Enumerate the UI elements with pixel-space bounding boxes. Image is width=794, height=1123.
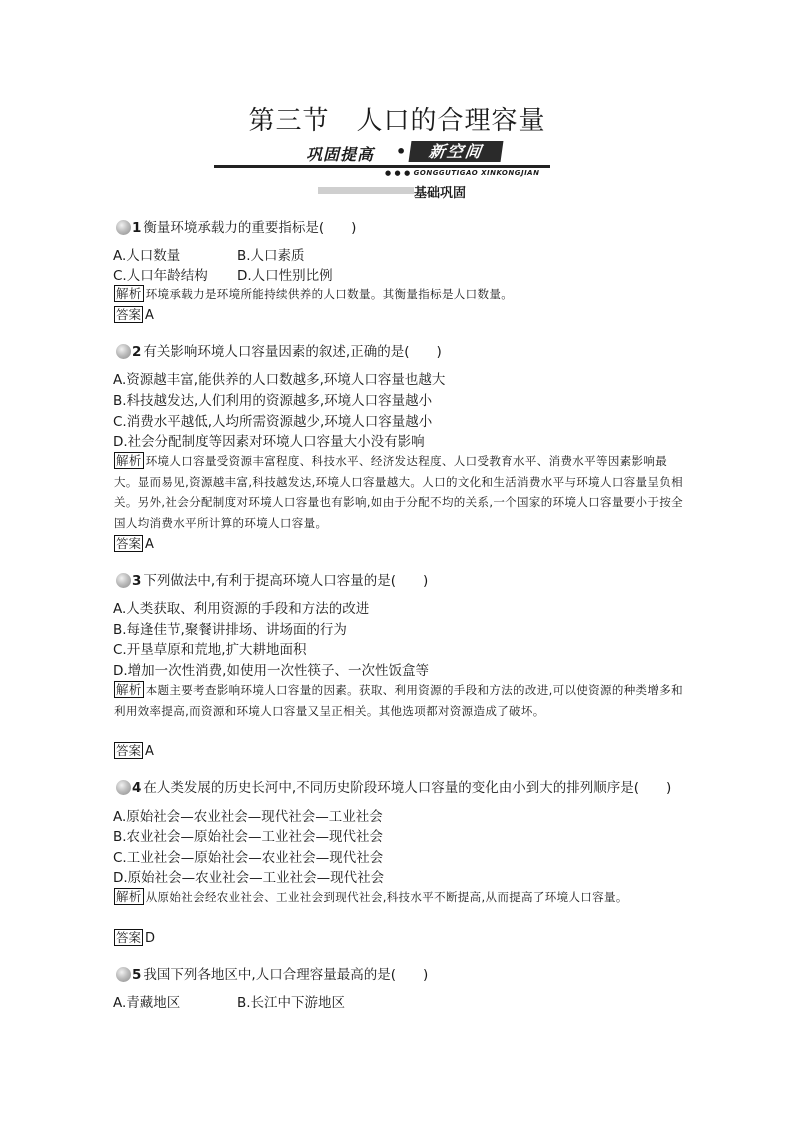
explanation [114,887,684,908]
answer-tag: 答案 [116,743,142,758]
explanation-text: 环境承载力是环境所能持续供养的人口数量。其衡量指标是人口数量。 [145,287,514,301]
explanation [114,451,684,533]
option: D.原始社会—农业社会—工业社会—现代社会 [113,870,385,886]
explanation-text: 环境人口容量受资源丰富程度、科技水平、经济发达程度、人口受教育水平、消费水平等因素影响最大。显而易见,资源越丰富,科技越发达,环境人口容量越大。人口的文化和生活消费水平与环境人口容量呈负相关。另外,社会分配制度对环境人口容量也有影响,如由于分配不均的关系,一个国家的环境人口容量要小于按全国人均消费水平所计算的环境人口容量。 [114,454,683,530]
explanation [114,680,684,721]
answer-tag: 答案 [116,307,142,322]
option: B.科技越发达,人们利用的资源越多,环境人口容量越小 [113,393,433,409]
section-label-bar [318,187,414,194]
question-bullet-icon [116,780,131,795]
question-text: 有关影响环境人口容量因素的叙述,正确的是( ) [143,344,442,360]
explanation-text: 本题主要考查影响环境人口容量的因素。获取、利用资源的手段和方法的改进,可以使资源的种类增多和利用效率提高,而资源和环境人口容量又呈正相关。其他选项都对资源造成了破坏。 [114,683,683,718]
section-banner [214,140,550,180]
question-number: 1 [132,220,142,236]
question-stem [116,776,671,796]
question-bullet-icon [116,573,131,588]
option: A.人口数量 [113,248,181,264]
question-text: 衡量环境承载力的重要指标是( ) [143,220,357,236]
explanation-tag: 解析 [116,889,142,904]
question-number: 4 [132,780,142,796]
option: C.开垦草原和荒地,扩大耕地面积 [113,642,307,658]
answer [114,742,154,759]
question-stem [116,340,442,360]
question-bullet-icon [116,967,131,982]
question-stem [116,963,428,983]
answer-value: A [145,537,154,552]
question-bullet-icon [116,344,131,359]
answer [114,306,154,323]
option: B.农业社会—原始社会—工业社会—现代社会 [113,829,384,845]
answer-tag: 答案 [116,536,142,551]
option: C.工业社会—原始社会—农业社会—现代社会 [113,850,384,866]
banner-pinyin: ● ● ● GONGGUTIGAO XINKONGJIAN [385,169,540,177]
option: A.原始社会—农业社会—现代社会—工业社会 [113,809,383,825]
question-number: 3 [132,573,142,589]
answer-value: D [145,931,156,946]
banner-rule [214,165,550,168]
question-number: 2 [132,344,142,360]
explanation-tag: 解析 [116,286,142,301]
option: D.社会分配制度等因素对环境人口容量大小没有影响 [113,434,425,450]
banner-main-text: 巩固提高 [306,145,375,164]
question-text: 在人类发展的历史长河中,不同历史阶段环境人口容量的变化由小到大的排列顺序是( ) [143,780,672,796]
answer [114,929,155,946]
option: C.消费水平越低,人均所需资源越少,环境人口容量越小 [113,414,433,430]
banner-dot: • [396,142,407,161]
option: B.每逢佳节,聚餐讲排场、讲场面的行为 [113,622,347,638]
banner-box-text: 新空间 [409,141,504,162]
question-text: 我国下列各地区中,人口合理容量最高的是( ) [143,967,429,983]
option: A.青藏地区 [113,995,181,1011]
option: B.长江中下游地区 [237,995,346,1011]
option: B.人口素质 [237,248,305,264]
option: A.人类获取、利用资源的手段和方法的改进 [113,601,370,617]
section-label: 基础巩固 [414,186,467,201]
answer-value: A [145,744,154,759]
explanation-tag: 解析 [116,453,142,468]
answer [114,535,154,552]
question-bullet-icon [116,220,131,235]
question-stem [116,216,356,236]
answer-value: A [145,308,154,323]
option: A.资源越丰富,能供养的人口数越多,环境人口容量也越大 [113,372,446,388]
question-text: 下列做法中,有利于提高环境人口容量的是( ) [143,573,429,589]
explanation-tag: 解析 [116,682,142,697]
explanation [114,284,684,305]
page-title: 第三节 人口的合理容量 [248,106,546,136]
option: C.人口年龄结构 [113,268,208,284]
question-stem [116,569,428,589]
option: D.增加一次性消费,如使用一次性筷子、一次性饭盒等 [113,663,429,679]
explanation-text: 从原始社会经农业社会、工业社会到现代社会,科技水平不断提高,从而提高了环境人口容量。 [145,890,628,904]
answer-tag: 答案 [116,930,142,945]
question-number: 5 [132,967,142,983]
option: D.人口性别比例 [237,268,333,284]
